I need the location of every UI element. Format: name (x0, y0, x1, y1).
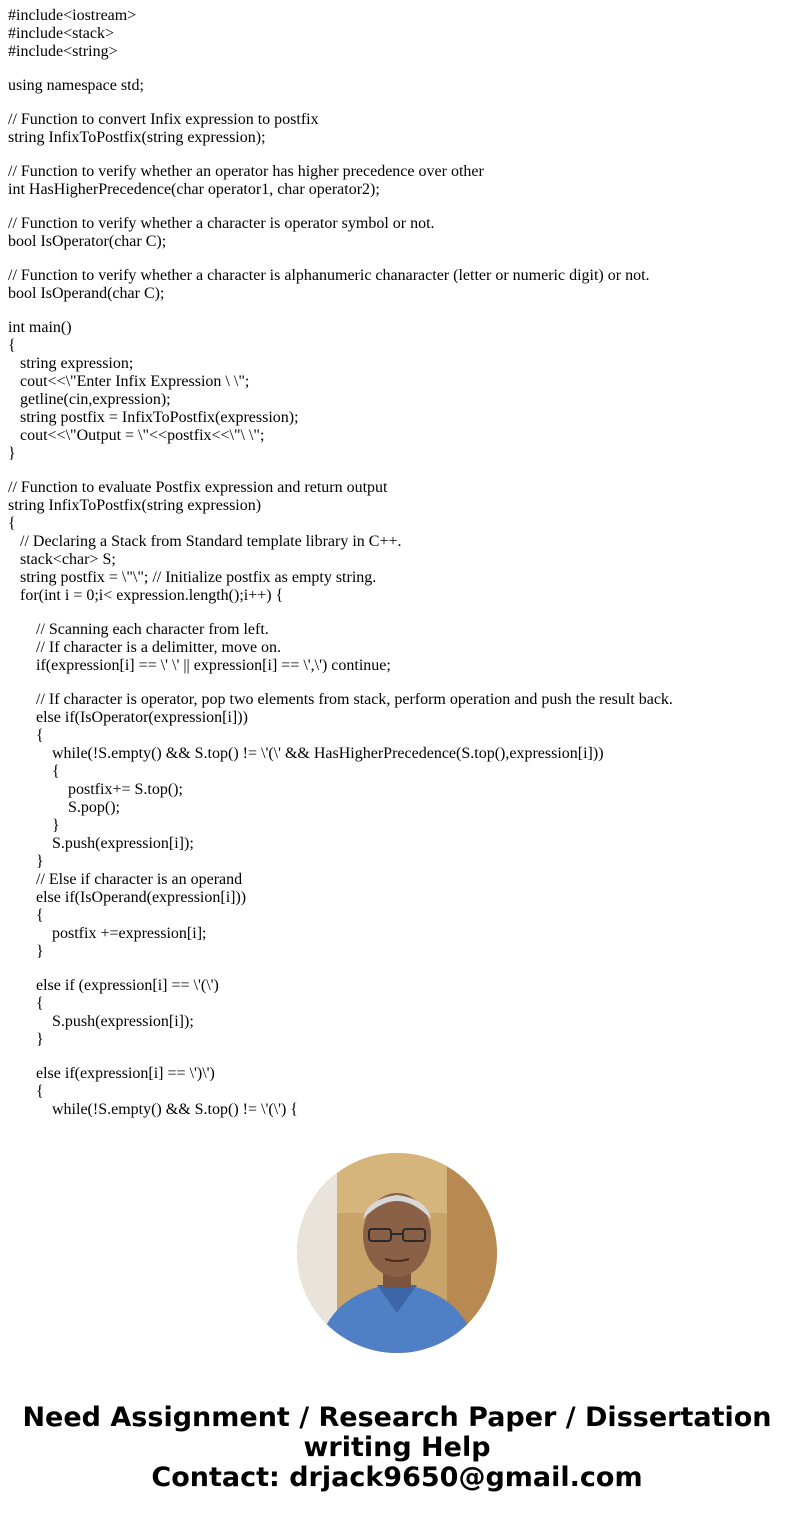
code-blank-line (8, 199, 788, 215)
code-line: S.push(expression[i]); (52, 1013, 194, 1030)
code-listing (8, 7, 788, 1121)
code-line: { (36, 727, 44, 744)
code-line: // Function to convert Infix expression to postfix (8, 111, 319, 128)
code-line: if(expression[i] == \' \' || expression[i] == \',\') continue; (36, 657, 391, 674)
code-blank-line (8, 95, 788, 111)
code-blank-line (8, 961, 788, 977)
code-line: for(int i = 0;i< expression.length();i++) { (20, 587, 284, 604)
code-line: string postfix = InfixToPostfix(expression); (20, 409, 299, 426)
footer-line-3: Contact: drjack9650@gmail.com (151, 1462, 643, 1493)
code-line: getline(cin,expression); (20, 391, 171, 408)
code-line: } (36, 853, 44, 870)
code-line: #include<stack> (8, 25, 115, 42)
code-line: } (36, 943, 44, 960)
code-blank-line (8, 303, 788, 319)
code-line: { (8, 515, 16, 532)
code-line: postfix+= S.top(); (68, 781, 183, 798)
code-line: int main() (8, 319, 72, 336)
code-line: // If character is a delimitter, move on. (36, 639, 282, 656)
code-line: // Scanning each character from left. (36, 621, 269, 638)
code-line: } (36, 1031, 44, 1048)
footer-line-2: writing Help (303, 1432, 491, 1463)
code-line: { (52, 763, 60, 780)
code-line: // If character is operator, pop two elements from stack, perform operation and push the result back. (36, 691, 673, 708)
code-blank-line (8, 147, 788, 163)
code-line: string InfixToPostfix(string expression); (8, 129, 266, 146)
code-line: S.pop(); (68, 799, 120, 816)
code-blank-line (8, 1049, 788, 1065)
code-line: S.push(expression[i]); (52, 835, 194, 852)
code-blank-line (8, 61, 788, 77)
code-line: int HasHigherPrecedence(char operator1, char operator2); (8, 181, 380, 198)
code-line: // Function to verify whether a character is operator symbol or not. (8, 215, 435, 232)
code-line: string expression; (20, 355, 134, 372)
code-blank-line (8, 251, 788, 267)
footer-banner (0, 1403, 794, 1493)
code-line: } (52, 817, 60, 834)
code-blank-line (8, 675, 788, 691)
code-line: postfix +=expression[i]; (52, 925, 207, 942)
code-line: else if (expression[i] == \'(\') (36, 977, 219, 994)
code-line: while(!S.empty() && S.top() != \'(\' && HasHigherPrecedence(S.top(),expression[i])) (52, 745, 604, 762)
code-line: bool IsOperand(char C); (8, 285, 165, 302)
code-blank-line (8, 463, 788, 479)
code-line: else if(IsOperand(expression[i])) (36, 889, 247, 906)
code-line: else if(expression[i] == \')\') (36, 1065, 215, 1082)
code-line: using namespace std; (8, 77, 144, 94)
author-avatar (297, 1153, 497, 1353)
footer-line-1: Need Assignment / Research Paper / Dissertation (22, 1402, 772, 1433)
code-line: { (36, 995, 44, 1012)
code-line: stack<char> S; (20, 551, 116, 568)
code-line: } (8, 445, 16, 462)
code-line: { (36, 1083, 44, 1100)
code-line: // Function to verify whether a character is alphanumeric chanaracter (letter or numeric digit) or not. (8, 267, 650, 284)
code-line: // Function to evaluate Postfix expression and return output (8, 479, 388, 496)
code-line: // Else if character is an operand (36, 871, 243, 888)
code-line: string postfix = \"\"; // Initialize postfix as empty string. (20, 569, 377, 586)
code-line: // Function to verify whether an operator has higher precedence over other (8, 163, 484, 180)
code-line: #include<iostream> (8, 7, 137, 24)
code-line: cout<<\"Enter Infix Expression \ \"; (20, 373, 250, 390)
code-line: string InfixToPostfix(string expression) (8, 497, 262, 514)
code-line: { (8, 337, 16, 354)
code-line: cout<<\"Output = \"<<postfix<<\"\ \"; (20, 427, 265, 444)
code-line: bool IsOperator(char C); (8, 233, 167, 250)
code-line: // Declaring a Stack from Standard template library in C++. (20, 533, 402, 550)
code-line: { (36, 907, 44, 924)
code-line: while(!S.empty() && S.top() != \'(\') { (52, 1101, 298, 1118)
portrait-image (297, 1153, 497, 1353)
code-line: else if(IsOperator(expression[i])) (36, 709, 248, 726)
code-blank-line (8, 605, 788, 621)
code-line: #include<string> (8, 43, 118, 60)
